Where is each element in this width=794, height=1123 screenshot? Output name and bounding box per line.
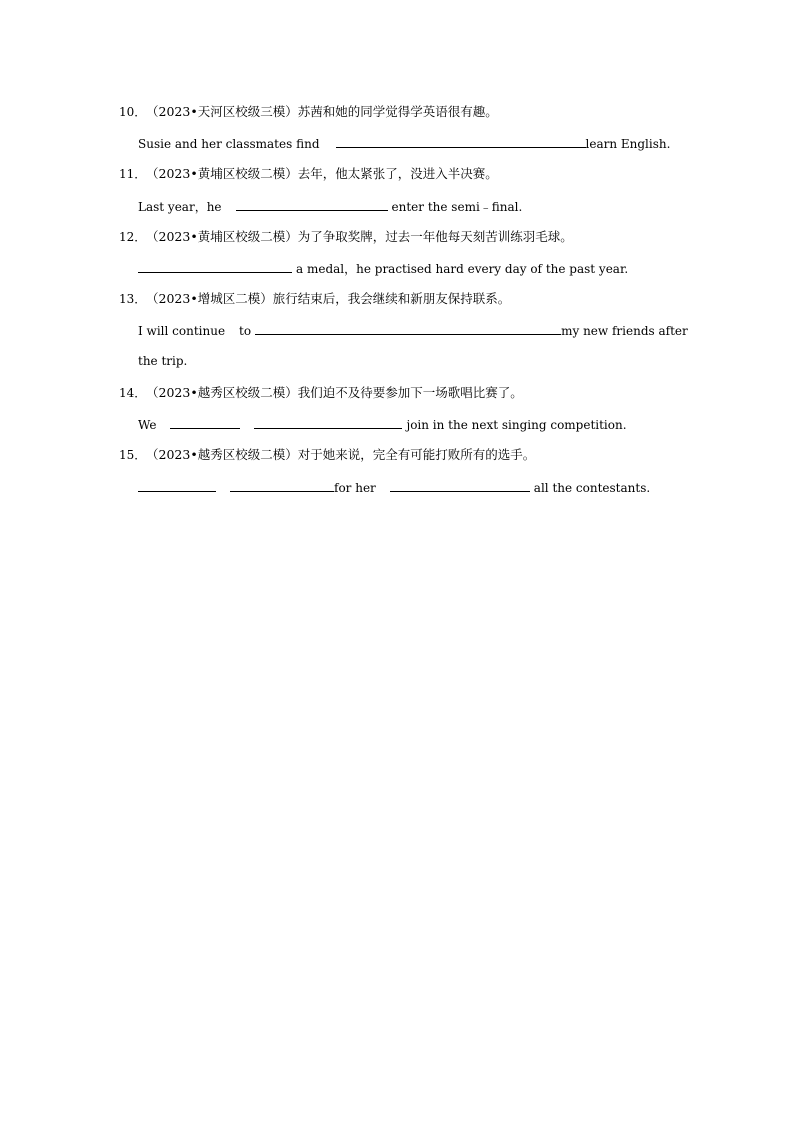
sentence-text: enter the semi﹣final. [391,200,523,214]
answer-line-10 [138,135,670,152]
answer-blank[interactable] [138,260,292,273]
sentence-text: all the contestants. [533,481,651,495]
sentence-text: the trip. [138,354,188,368]
question-number: 14． [119,386,147,400]
answer-blank[interactable] [170,416,240,429]
question-10 [119,104,498,120]
question-number: 12． [119,230,147,244]
question-number: 13． [119,292,147,306]
question-prompt: （2023•天河区校级三模）苏茜和她的同学觉得学英语很有趣。 [152,104,498,119]
question-12 [119,229,573,245]
answer-line-11 [138,198,522,215]
answer-blank[interactable] [336,135,586,148]
sentence-text: Susie and her classmates find [138,137,320,151]
sentence-text: I will continue [138,324,226,338]
sentence-text: join in the next singing competition. [406,418,627,432]
answer-blank[interactable] [230,479,334,492]
answer-blank[interactable] [255,322,561,335]
question-13 [119,291,510,307]
sentence-text: We [138,418,157,432]
question-prompt: （2023•黄埔区校级二模）去年，他太紧张了，没进入半决赛。 [152,166,498,181]
sentence-text: to [239,324,252,338]
answer-blank[interactable] [254,416,402,429]
question-15 [119,447,535,463]
answer-line-15 [138,479,650,496]
answer-line-13-continued [138,353,187,369]
answer-line-14 [138,416,627,433]
answer-line-12 [138,260,628,277]
sentence-text: for her [334,481,376,495]
sentence-text: my new friends after [561,324,688,338]
question-number: 10． [119,105,147,119]
sentence-text: learn English. [585,137,671,151]
question-prompt: （2023•增城区二模）旅行结束后，我会继续和新朋友保持联系。 [152,291,511,306]
answer-blank[interactable] [236,198,388,211]
question-11 [119,166,498,182]
answer-blank[interactable] [390,479,530,492]
question-prompt: （2023•越秀区校级二模）对于她来说，完全有可能打败所有的选手。 [152,447,536,462]
sentence-text: Last year，he [138,200,222,214]
question-14 [119,385,523,401]
answer-blank[interactable] [138,479,216,492]
question-prompt: （2023•黄埔区校级二模）为了争取奖牌，过去一年他每天刻苦训练羽毛球。 [152,229,573,244]
question-number: 11． [119,167,147,181]
answer-line-13 [138,322,688,339]
question-number: 15． [119,448,147,462]
sentence-text: a medal，he practised hard every day of the past year. [296,262,629,276]
question-prompt: （2023•越秀区校级二模）我们迫不及待要参加下一场歌唱比赛了。 [152,385,523,400]
